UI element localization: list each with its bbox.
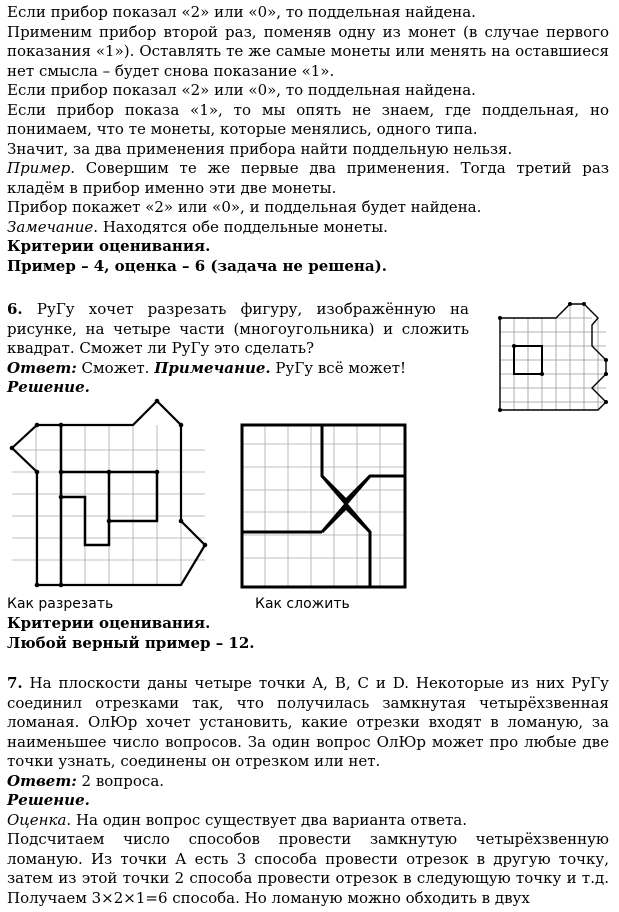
example-paragraph: [7, 159, 609, 198]
estimate-text: . На один вопрос существует два варианта ответа.: [66, 810, 468, 829]
remark-paragraph: [7, 218, 609, 238]
caption-fold: Как сложить: [255, 596, 350, 612]
square-figure: [238, 420, 408, 590]
example-result: Прибор покажет «2» или «0», и поддельная будет найдена.: [7, 198, 482, 216]
criteria-title: Критерии оценивания.: [7, 237, 211, 255]
criteria-text: Любой верный пример – 12.: [7, 633, 255, 652]
answer-label: Ответ:: [7, 771, 77, 790]
example-text: . Совершим те же первые два применения. Тогда третий раз кладём в прибор именно эти две монеты.: [7, 159, 609, 197]
problem7-answer: [7, 772, 609, 792]
cut-figure: [0, 396, 212, 596]
problem7-statement: [7, 674, 609, 772]
solution-label: Решение.: [7, 791, 90, 809]
answer-label: Ответ:: [7, 358, 77, 377]
problem7-section: [7, 674, 609, 908]
text-line: Значит, за два применения прибора найти поддельную нельзя.: [7, 139, 513, 158]
estimate-paragraph: [7, 811, 609, 831]
top-section: [7, 3, 609, 276]
remark-label: Замечание: [7, 217, 94, 236]
small-figure: [484, 300, 614, 420]
problem6-number: 6.: [7, 300, 23, 318]
problem6-text: [7, 300, 469, 398]
note-label: Примечание.: [154, 358, 271, 377]
solution-label: Решение.: [7, 378, 90, 396]
answer-text: 2 вопроса.: [76, 771, 165, 790]
count-paragraph: Подсчитаем число способов провести замкнутую четырёхзвенную ломаную. Из точки А есть 3 способа провести отрезок в другую точку, затем из этой точки 2 способа провести отрезок в следующую точку и т.д. Получаем 3×2×1=6 способа. Но ломаную можно обходить в двух: [7, 830, 609, 907]
answer-text: Сможет.: [76, 358, 155, 377]
estimate-label: Оценка: [7, 810, 67, 829]
criteria-text: Пример – 4, оценка – 6 (задача не решена).: [7, 256, 387, 275]
criteria-title: Критерии оценивания.: [7, 614, 211, 632]
remark-text: . Находятся обе поддельные монеты.: [93, 217, 388, 236]
problem6-body: РуГу хочет разрезать фигуру, изображённую на рисунке, на четыре части (многоугольника) и сложить квадрат. Сможет ли РуГу это сделать?: [7, 300, 469, 357]
problem6-statement: [7, 300, 469, 359]
note-text: РуГу всё может!: [270, 358, 407, 377]
problem6-criteria: [7, 614, 609, 653]
text-paragraph: Если прибор показа «1», то мы опять не знаем, где поддельная, но понимаем, что те монеты, которые менялись, одного типа.: [7, 100, 609, 138]
text-line: Если прибор показал «2» или «0», то поддельная найдена.: [7, 81, 476, 99]
caption-cut: Как разрезать: [7, 596, 114, 612]
problem6-answer: [7, 359, 469, 379]
problem7-number: 7.: [7, 674, 23, 692]
text-line: Если прибор показал «2» или «0», то поддельная найдена.: [7, 3, 476, 21]
problem7-body: На плоскости даны четыре точки A, B, C и D. Некоторые из них РуГу соединил отрезками так, что получилась замкнутая четырёхзвенная ломаная. ОлЮр хочет установить, какие отрезки входят в ломаную, за наименьшее число вопросов. За один вопрос ОлЮр может про любые две точки узнать, соединены он отрезком или нет.: [7, 674, 609, 770]
example-label: Пример: [7, 159, 71, 177]
text-paragraph: Применим прибор второй раз, поменяв одну из монет (в случае первого показания «1»). Оставлять те же самые монеты или менять на оставшиеся нет смысла – будет снова показание «1».: [7, 22, 609, 80]
